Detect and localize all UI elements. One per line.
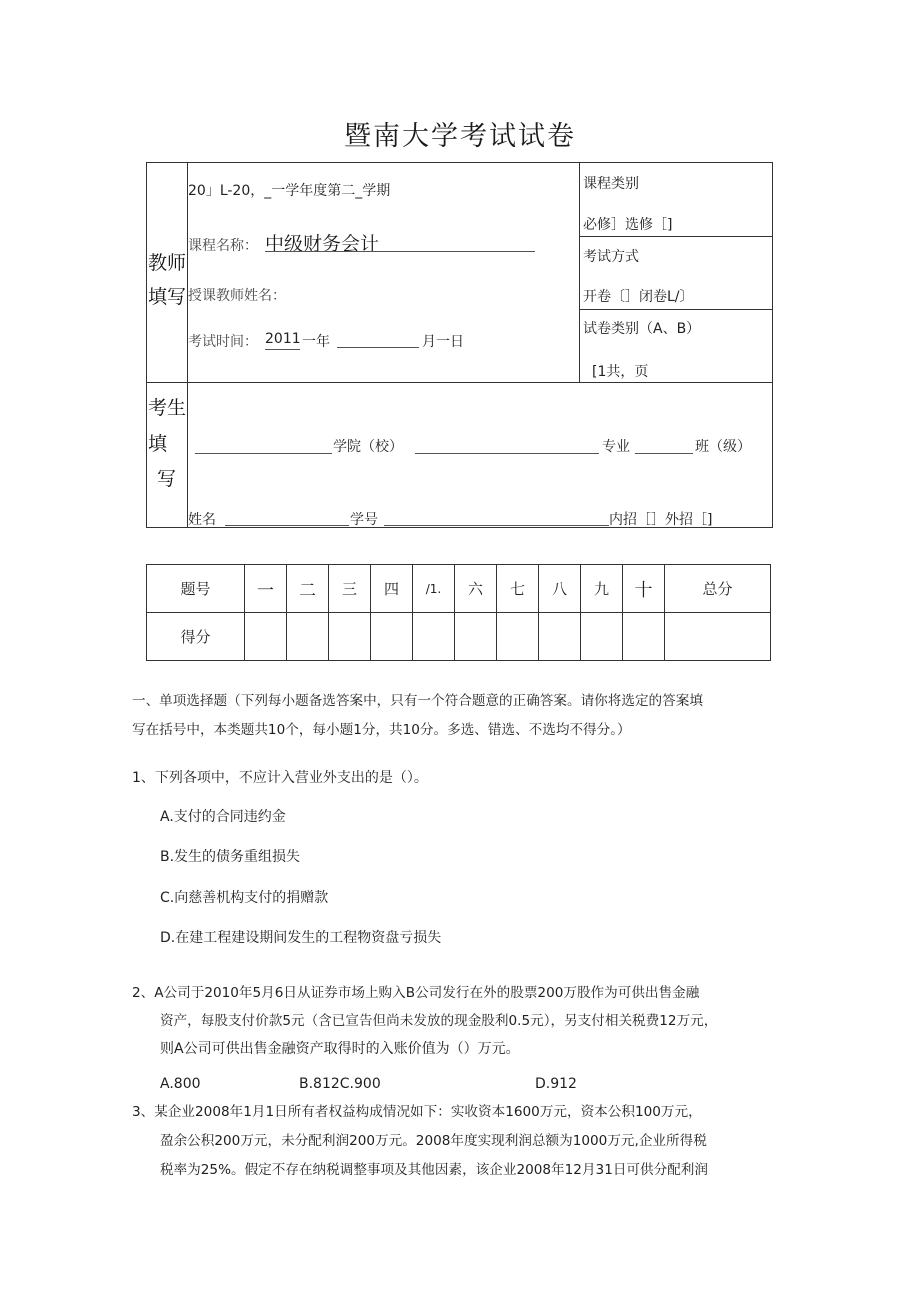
total-score-label: 总分 (665, 565, 771, 613)
score-cell[interactable] (413, 613, 455, 661)
score-table (146, 564, 771, 661)
question-option: B.812C.900 (299, 1076, 381, 1092)
section-heading: 写在括号中，本类题共10个，每小题1分，共10分。多选、错选、不选均不得分。） (132, 722, 631, 738)
divider (579, 236, 772, 237)
student-label: 填 (148, 433, 168, 455)
score-column-header: 七 (497, 565, 539, 613)
student-id-label: 学号 (350, 512, 378, 528)
exam-time-label: 考试时间： (188, 334, 258, 350)
question-option: B.发生的债务重组损失 (160, 849, 301, 865)
exam-time-year-unit: 一年 (302, 334, 330, 350)
score-column-header: 十 (623, 565, 665, 613)
semester-line: 20」L-20，_一学年度第二_学期 (188, 183, 391, 199)
table-row (147, 565, 771, 613)
exam-info-table (146, 162, 773, 528)
paper-type-label: 试卷类别（A、B） (583, 321, 701, 337)
college-field[interactable] (195, 453, 332, 454)
question-stem: 2、A公司于2010年5月6日从证券市场上购入B公司发行在外的股票200万股作为可供出售金融 (132, 985, 700, 1001)
question-stem: 1、下列各项中，不应计入营业外支出的是（）。 (132, 770, 428, 786)
score-cell[interactable] (623, 613, 665, 661)
score-cell[interactable] (539, 613, 581, 661)
class-field[interactable] (635, 453, 693, 454)
score-cell[interactable] (581, 613, 623, 661)
section-heading: 一、单项选择题（下列每小题备选答案中，只有一个符合题意的正确答案。请你将选定的答案填 (132, 693, 703, 709)
student-label: 考生 (148, 397, 187, 419)
score-column-header: 四 (371, 565, 413, 613)
teacher-name-label: 授课教师姓名： (188, 288, 286, 304)
question-option: D.912 (535, 1076, 577, 1092)
score-cell[interactable] (245, 613, 287, 661)
course-type-options: 必修］选修［] (583, 217, 673, 233)
question-stem: 3、某企业2008年1月1日所有者权益构成情况如下：实收资本1600万元，资本公积100万元， (132, 1104, 702, 1120)
score-cell[interactable] (287, 613, 329, 661)
student-label: 写 (157, 468, 177, 490)
score-column-header: 八 (539, 565, 581, 613)
divider (147, 382, 772, 383)
score-column-header: 六 (455, 565, 497, 613)
course-name-value: 中级财务会计 (265, 233, 380, 255)
name-field[interactable] (225, 525, 349, 526)
question-number-label: 题号 (147, 565, 245, 613)
score-column-header: 三 (329, 565, 371, 613)
table-row (147, 613, 771, 661)
score-column-header: 九 (581, 565, 623, 613)
question-option: A.支付的合同违约金 (160, 809, 286, 825)
question-stem: 则A公司可供出售金融资产取得时的入账价值为（）万元。 (160, 1041, 520, 1057)
college-label: 学院（校） (333, 439, 403, 455)
question-option: A.800 (160, 1076, 201, 1092)
exam-method-options: 开卷〔］闭卷L/〕 (583, 289, 694, 305)
question-stem: 盈余公积200万元，未分配利润200万元。2008年度实现利润总额为1000万元,企业所得税 (160, 1133, 707, 1149)
teacher-label: 填写 (148, 286, 187, 308)
underline (265, 251, 535, 252)
class-label: 班（级） (695, 439, 751, 455)
question-option: D.在建工程建设期间发生的工程物资盘亏损失 (160, 930, 442, 946)
major-label: 专业 (602, 439, 630, 455)
score-cell[interactable] (497, 613, 539, 661)
exam-method-label: 考试方式 (583, 249, 639, 265)
score-column-header: 一 (245, 565, 287, 613)
score-column-header: /1. (413, 565, 455, 613)
divider (579, 309, 772, 310)
page-title: 暨南大学考试试卷 (344, 121, 576, 152)
underline (265, 349, 300, 350)
score-column-header: 二 (287, 565, 329, 613)
underline (337, 347, 419, 348)
page-count: [1共，页 (592, 364, 649, 380)
name-label: 姓名 (188, 512, 216, 528)
score-cell[interactable] (371, 613, 413, 661)
exam-time-year: 2011 (265, 331, 301, 347)
question-option: C.向慈善机构支付的捐赠款 (160, 890, 329, 906)
question-stem: 税率为25%。假定不存在纳税调整事项及其他因素，该企业2008年12月31日可供分配利润 (160, 1162, 708, 1178)
score-cell[interactable] (329, 613, 371, 661)
score-cell[interactable] (455, 613, 497, 661)
student-id-field[interactable] (384, 525, 609, 526)
exam-time-month-day: 月一日 (422, 334, 464, 350)
course-name-label: 课程名称： (188, 238, 258, 254)
score-row-label: 得分 (147, 613, 245, 661)
question-stem: 资产，每股支付价款5元（含已宣告但尚未发放的现金股利0.5元），另支付相关税费12万元， (160, 1013, 718, 1029)
divider (579, 163, 580, 382)
teacher-label: 教师 (148, 252, 187, 274)
total-score-cell[interactable] (665, 613, 771, 661)
major-field[interactable] (415, 453, 599, 454)
admission-type: 内招［］外招［] (609, 512, 713, 528)
course-type-label: 课程类别 (583, 176, 639, 192)
